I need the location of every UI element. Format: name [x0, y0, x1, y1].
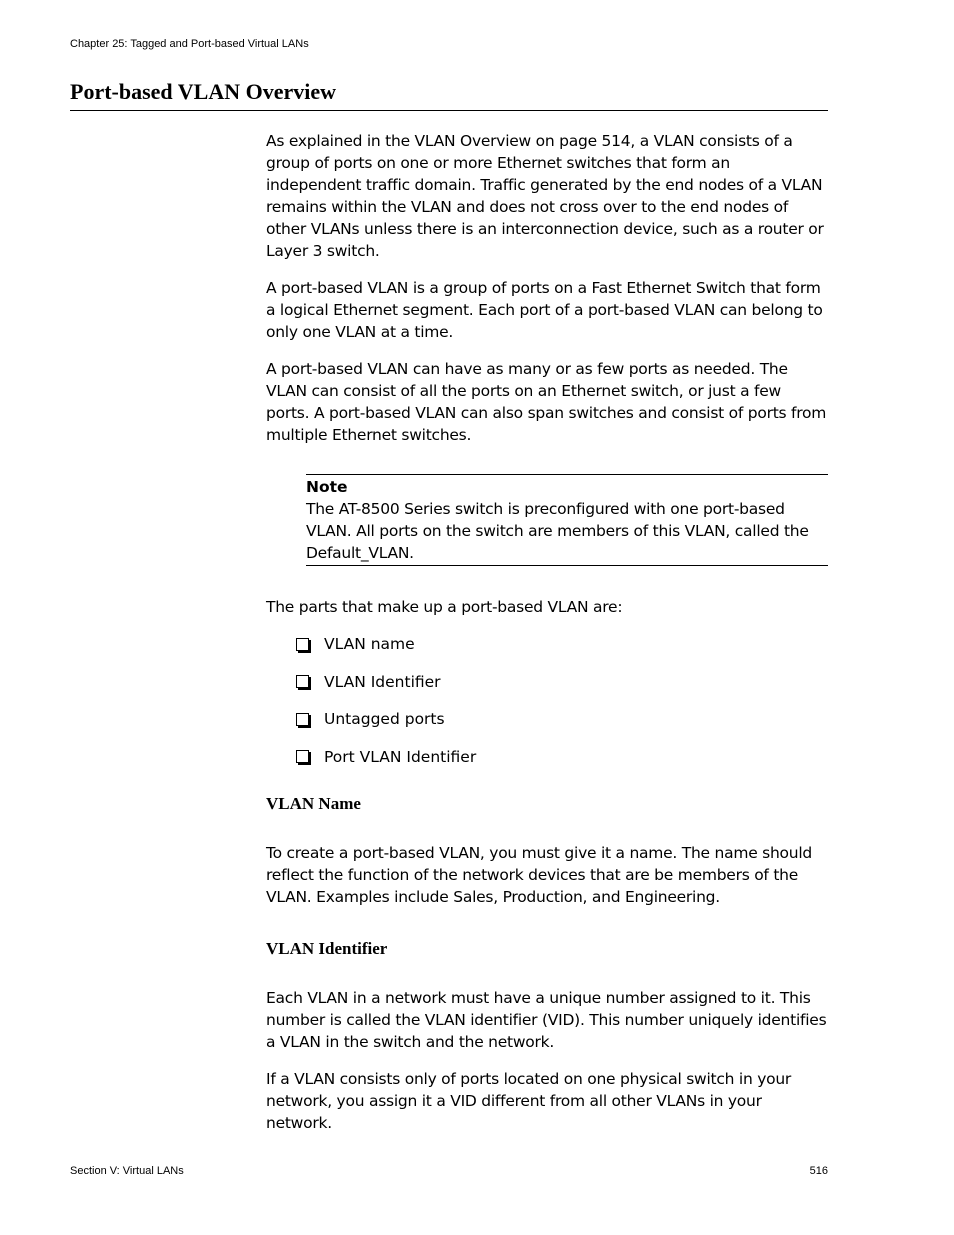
vlan-identifier-paragraph-1: Each VLAN in a network must have a unique number assigned to it. This number is called the VLAN identifier (VID). This number uniquely identifies a VLAN in the switch and the network.	[266, 988, 827, 1051]
page-number: 516	[809, 1165, 828, 1177]
list-item	[296, 746, 828, 768]
vlan-name-paragraph: To create a port-based VLAN, you must give it a name. The name should reflect the function of the network devices that are be members of the VLAN. Examples include Sales, Production, and Engineering.	[266, 843, 813, 906]
intro-paragraph-3: A port-based VLAN can have as many or as few ports as needed. The VLAN can consist of all the ports on an Ethernet switch, or just a few ports. A port-based VLAN can also span switches and consist of ports from multiple Ethernet switches.	[266, 360, 827, 444]
checkbox-icon	[296, 713, 309, 726]
list-item-label: Port VLAN Identifier	[324, 747, 477, 766]
intro-paragraph-1: As explained in the VLAN Overview on page 514, a VLAN consists of a group of ports on one or more Ethernet switches that form an independent traffic domain. Traffic generated by the end nodes of a VLAN remains within the VLAN and does not cross over to the end nodes of other VLANs unless there is an interconnection device, such as a router or Layer 3 switch.	[266, 132, 824, 260]
list-item	[296, 671, 828, 693]
intro-paragraph-2: A port-based VLAN is a group of ports on a Fast Ethernet Switch that form a logical Ethernet segment. Each port of a port-based VLAN can belong to only one VLAN at a time.	[266, 279, 823, 341]
note-title: Note	[306, 478, 348, 496]
vlan-identifier-heading: VLAN Identifier	[266, 938, 388, 958]
vlan-identifier-paragraph-2: If a VLAN consists only of ports located on one physical switch in your network, you assign it a VID different from all other VLANs in your network.	[266, 1069, 792, 1132]
running-head: Chapter 25: Tagged and Port-based Virtual LANs	[70, 38, 309, 50]
body-column	[266, 130, 828, 1149]
list-item-label: VLAN Identifier	[324, 672, 441, 691]
checkbox-icon	[296, 675, 309, 688]
list-item-label: Untagged ports	[324, 710, 445, 728]
list-item	[296, 708, 828, 730]
list-item-label: VLAN name	[324, 635, 415, 653]
section-title: Port-based VLAN Overview	[70, 78, 828, 111]
vlan-name-heading: VLAN Name	[266, 793, 361, 813]
parts-intro: The parts that make up a port-based VLAN are:	[266, 598, 623, 616]
parts-list	[296, 633, 828, 768]
checkbox-icon	[296, 638, 309, 651]
checkbox-icon	[296, 750, 309, 763]
list-item	[296, 633, 828, 655]
footer-section-label: Section V: Virtual LANs	[70, 1165, 184, 1177]
note-text: The AT-8500 Series switch is preconfigured with one port-based VLAN. All ports on the switch are members of this VLAN, called the Default_VLAN.	[306, 500, 809, 562]
note-box	[306, 474, 828, 566]
